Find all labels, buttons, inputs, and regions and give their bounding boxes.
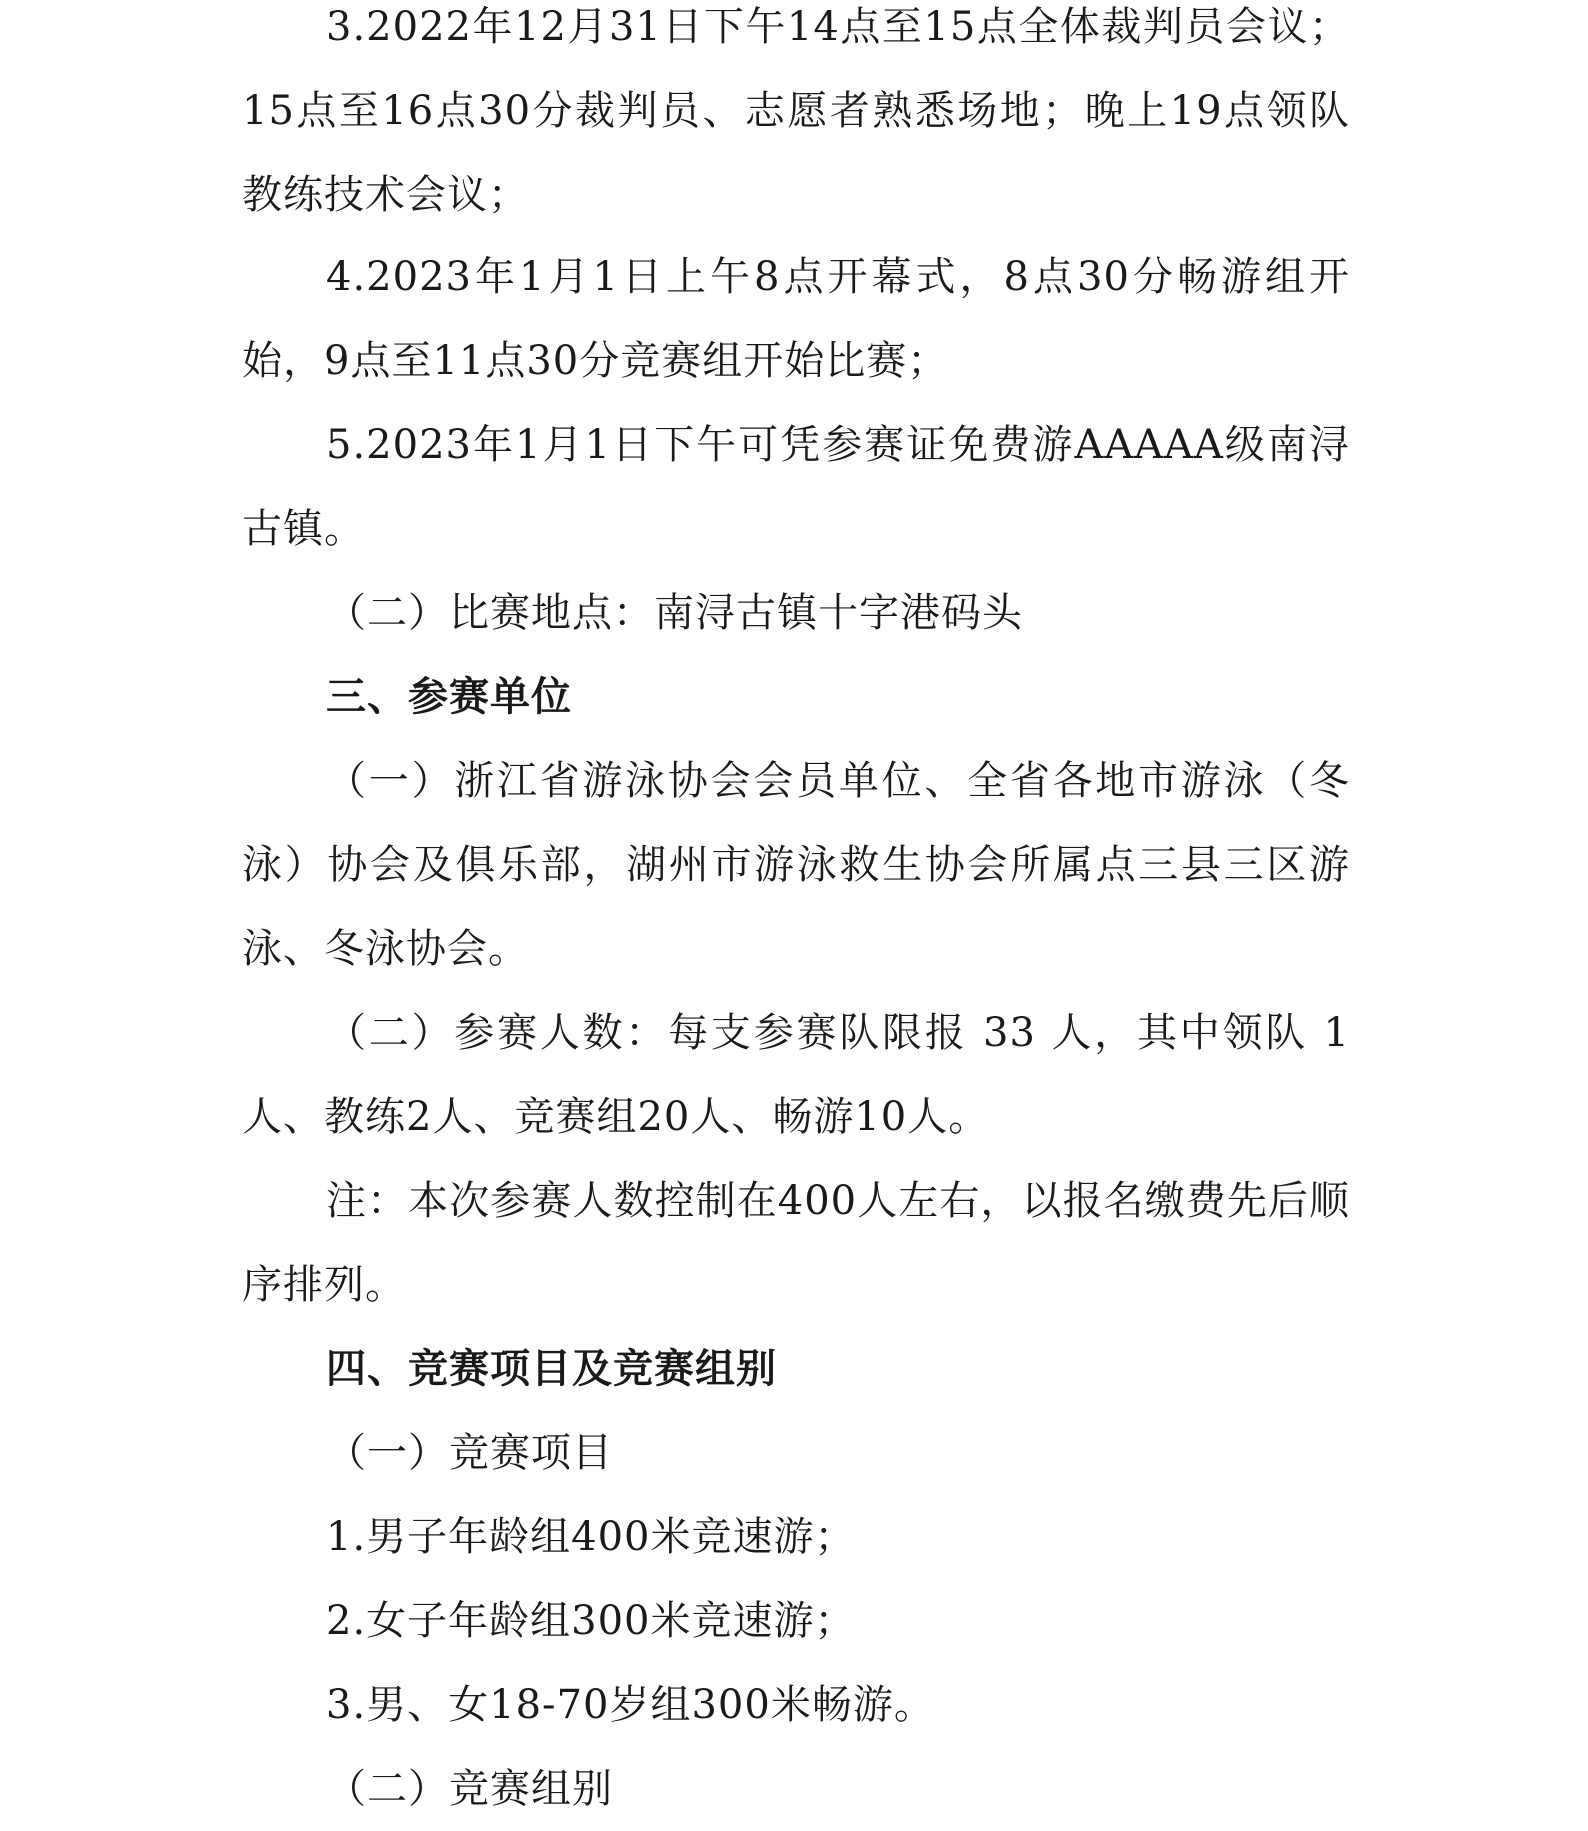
section-heading-events: 四、竞赛项目及竞赛组别 [326, 1346, 777, 1392]
subheading-groups: （二）竞赛组别 [326, 1766, 613, 1812]
participants-count-paragraph: （二）参赛人数：每支参赛队限报 33 人，其中领队 1人、教练2人、竞赛组20人、畅游10人。 [242, 1010, 1350, 1140]
participants-note-paragraph: 注：本次参赛人数控制在400人左右，以报名缴费先后顺序排列。 [242, 1178, 1350, 1308]
schedule-item-5: 5.2023年1月1日下午可凭参赛证免费游AAAAA级南浔古镇。 [242, 422, 1350, 552]
event-item-2: 2.女子年龄组300米竞速游； [326, 1598, 856, 1644]
subheading-events: （一）竞赛项目 [326, 1430, 613, 1476]
participants-units-paragraph: （一）浙江省游泳协会会员单位、全省各地市游泳（冬泳）协会及俱乐部，湖州市游泳救生协会所属点三县三区游泳、冬泳协会。 [242, 758, 1350, 972]
section-heading-participants: 三、参赛单位 [326, 674, 572, 720]
schedule-item-4: 4.2023年1月1日上午8点开幕式，8点30分畅游组开始，9点至11点30分竞赛组开始比赛； [242, 254, 1350, 384]
schedule-item-3: 3.2022年12月31日下午14点至15点全体裁判员会议；15点至16点30分裁判员、志愿者熟悉场地；晚上19点领队教练技术会议； [242, 4, 1350, 218]
venue-paragraph: （二）比赛地点：南浔古镇十字港码头 [326, 590, 1023, 636]
event-item-1: 1.男子年龄组400米竞速游； [326, 1514, 856, 1560]
event-item-3: 3.男、女18-70岁组300米畅游。 [326, 1682, 935, 1728]
